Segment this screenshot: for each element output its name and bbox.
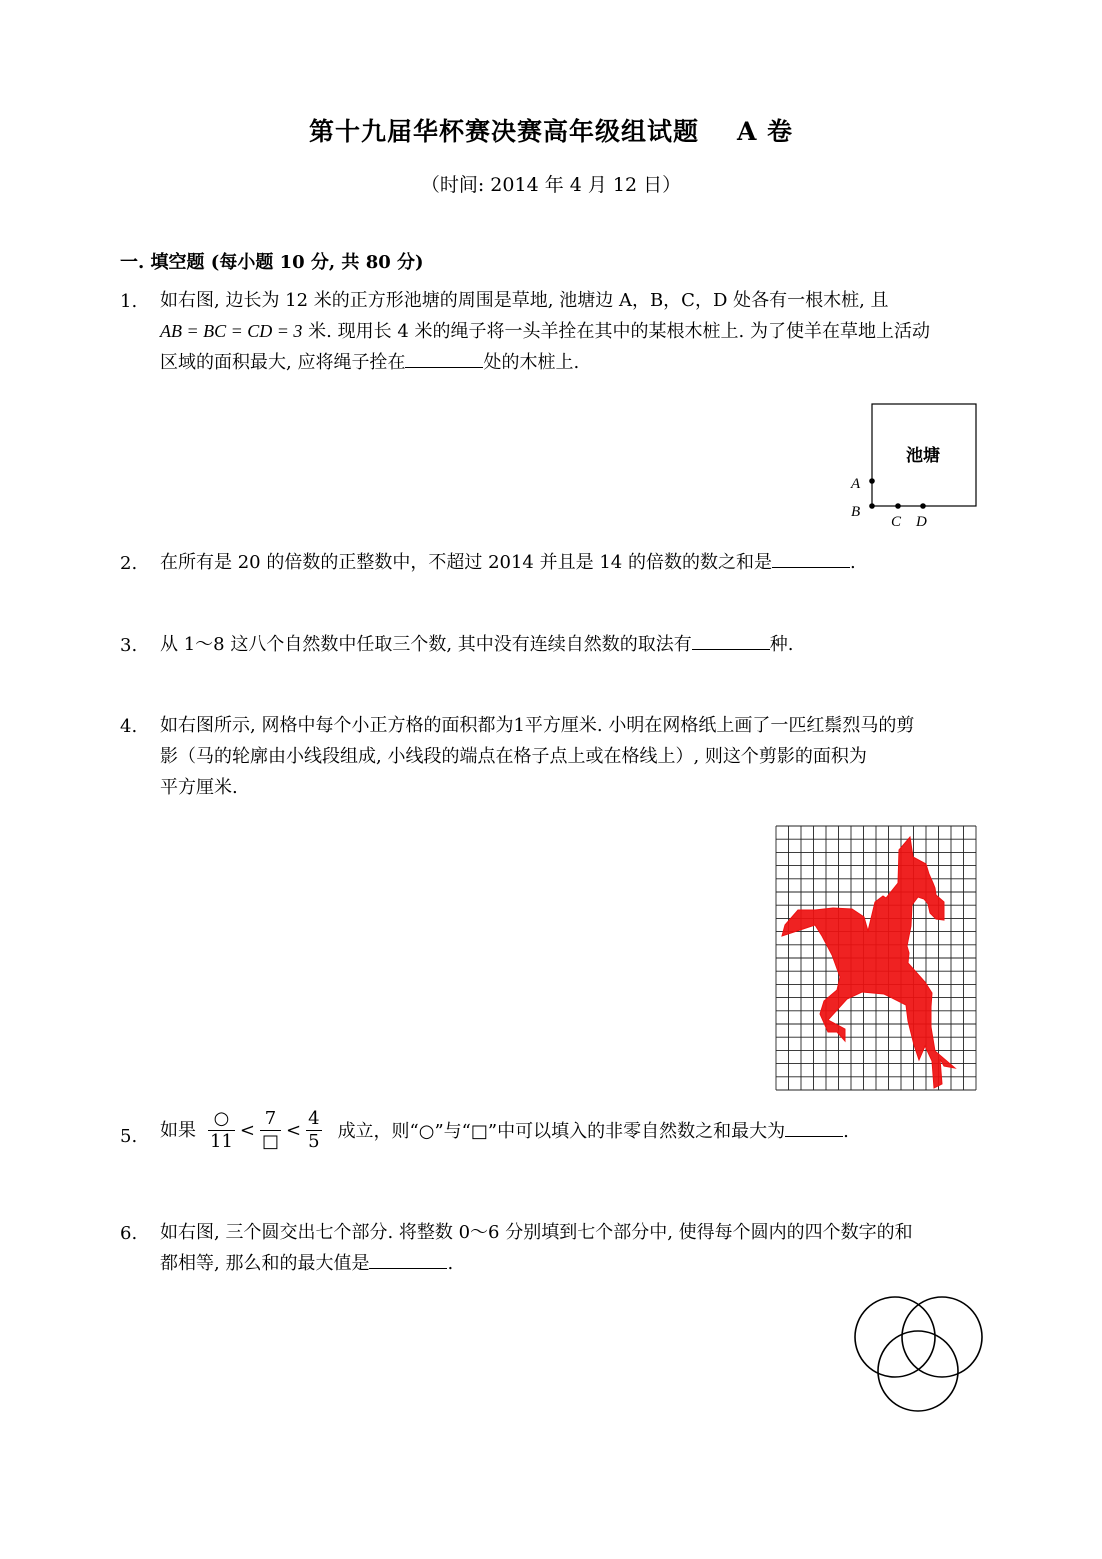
question-4 (160, 710, 990, 803)
fraction-denominator: 11 (210, 1131, 233, 1152)
fraction (208, 1108, 235, 1153)
question-text-part: . (843, 1121, 849, 1142)
question-text-part: 种. (769, 634, 794, 655)
question-text-part (338, 1118, 849, 1143)
question-number: 3. (120, 635, 138, 656)
question-number: 5. (120, 1126, 138, 1147)
answer-blank[interactable] (772, 549, 850, 568)
horse-grid-figure (772, 822, 980, 1094)
question-text-part: 成立，则“○”与“□”中可以填入的非零自然数之和最大为 (337, 1121, 786, 1142)
label-d: D (916, 514, 927, 530)
less-than-sign: < (286, 1119, 302, 1141)
exam-date: （时间: 2014 年 4 月 12 日） (420, 174, 682, 196)
label-c: C (891, 514, 902, 530)
circle-right (902, 1297, 982, 1377)
pond-figure (840, 395, 990, 535)
label-a: A (851, 476, 861, 492)
answer-blank[interactable] (692, 631, 770, 650)
question-text-part: 都相等, 那么和的最大值是 (160, 1253, 370, 1274)
question-text: 如右图, 边长为 12 米的正方形池塘的周围是草地, 池塘边 A，B，C，D 处各有一根木桩, 且 (160, 290, 889, 311)
page-title (0, 112, 1102, 148)
question-5 (160, 1108, 990, 1153)
question-text (160, 347, 990, 378)
question-number: 6. (120, 1223, 138, 1244)
question-text: 平方厘米. (160, 777, 238, 798)
question-text-part: 在所有是 20 的倍数的正整数中，不超过 2014 并且是 14 的倍数的数之和是 (160, 552, 772, 573)
question-text (160, 316, 990, 347)
question-text-part: 如果 (160, 1119, 196, 1141)
question-1 (160, 285, 990, 378)
point-a (869, 478, 875, 484)
question-text: 影（马的轮廓由小线段组成, 小线段的端点在格子点上或在格线上）, 则这个剪影的面积为 (160, 746, 867, 767)
fraction (306, 1108, 321, 1153)
question-text (160, 1248, 990, 1279)
question-number: 1. (120, 291, 138, 312)
question-text-part: . (849, 552, 856, 573)
question-text-part: . (447, 1253, 454, 1274)
label-b: B (851, 504, 861, 520)
question-text-part: 区域的面积最大, 应将绳子拴在 (160, 352, 406, 373)
fraction-denominator: 5 (308, 1131, 320, 1152)
answer-blank[interactable] (785, 1118, 843, 1137)
title-paper: A 卷 (736, 117, 794, 146)
circle-left (855, 1297, 935, 1377)
answer-blank[interactable] (369, 1250, 447, 1269)
math-expression: AB = BC = CD = 3 (160, 321, 303, 341)
question-number: 2. (120, 553, 138, 574)
point-d (920, 503, 926, 509)
fraction-denominator: □ (262, 1131, 280, 1152)
question-text: 如右图所示, 网格中每个小正方格的面积都为1平方厘米. 小明在网格纸上画了一匹红鬃烈马的剪 (160, 715, 915, 736)
question-text-part: 从 1～8 这八个自然数中任取三个数, 其中没有连续自然数的取法有 (160, 634, 692, 655)
three-circles-figure (846, 1290, 991, 1420)
fraction (260, 1108, 281, 1153)
section-heading: 一. 填空题 (每小题 10 分, 共 80 分) (120, 252, 424, 273)
point-b (869, 503, 875, 509)
fraction-numerator: 4 (308, 1108, 320, 1129)
fraction-numerator: ○ (208, 1108, 235, 1131)
question-6 (160, 1217, 990, 1279)
title-main: 第十九届华杯赛决赛高年级组试题 (308, 117, 699, 146)
question-text-part: 米. 现用长 4 米的绳子将一头羊拴在其中的某根木桩上. 为了使羊在草地上活动 (302, 321, 930, 342)
fraction-numerator: 7 (260, 1108, 281, 1131)
question-3 (160, 629, 990, 660)
less-than-sign: < (239, 1119, 255, 1141)
pond-label: 池塘 (906, 446, 940, 466)
point-c (895, 503, 901, 509)
question-text-part: 处的木桩上. (483, 352, 580, 373)
question-text: 如右图, 三个圆交出七个部分. 将整数 0～6 分别填到七个部分中, 使得每个圆内的四个数字的和 (160, 1222, 913, 1243)
question-2 (160, 547, 990, 578)
answer-blank[interactable] (405, 349, 483, 368)
question-number: 4. (120, 716, 138, 737)
circle-bottom (878, 1331, 958, 1411)
